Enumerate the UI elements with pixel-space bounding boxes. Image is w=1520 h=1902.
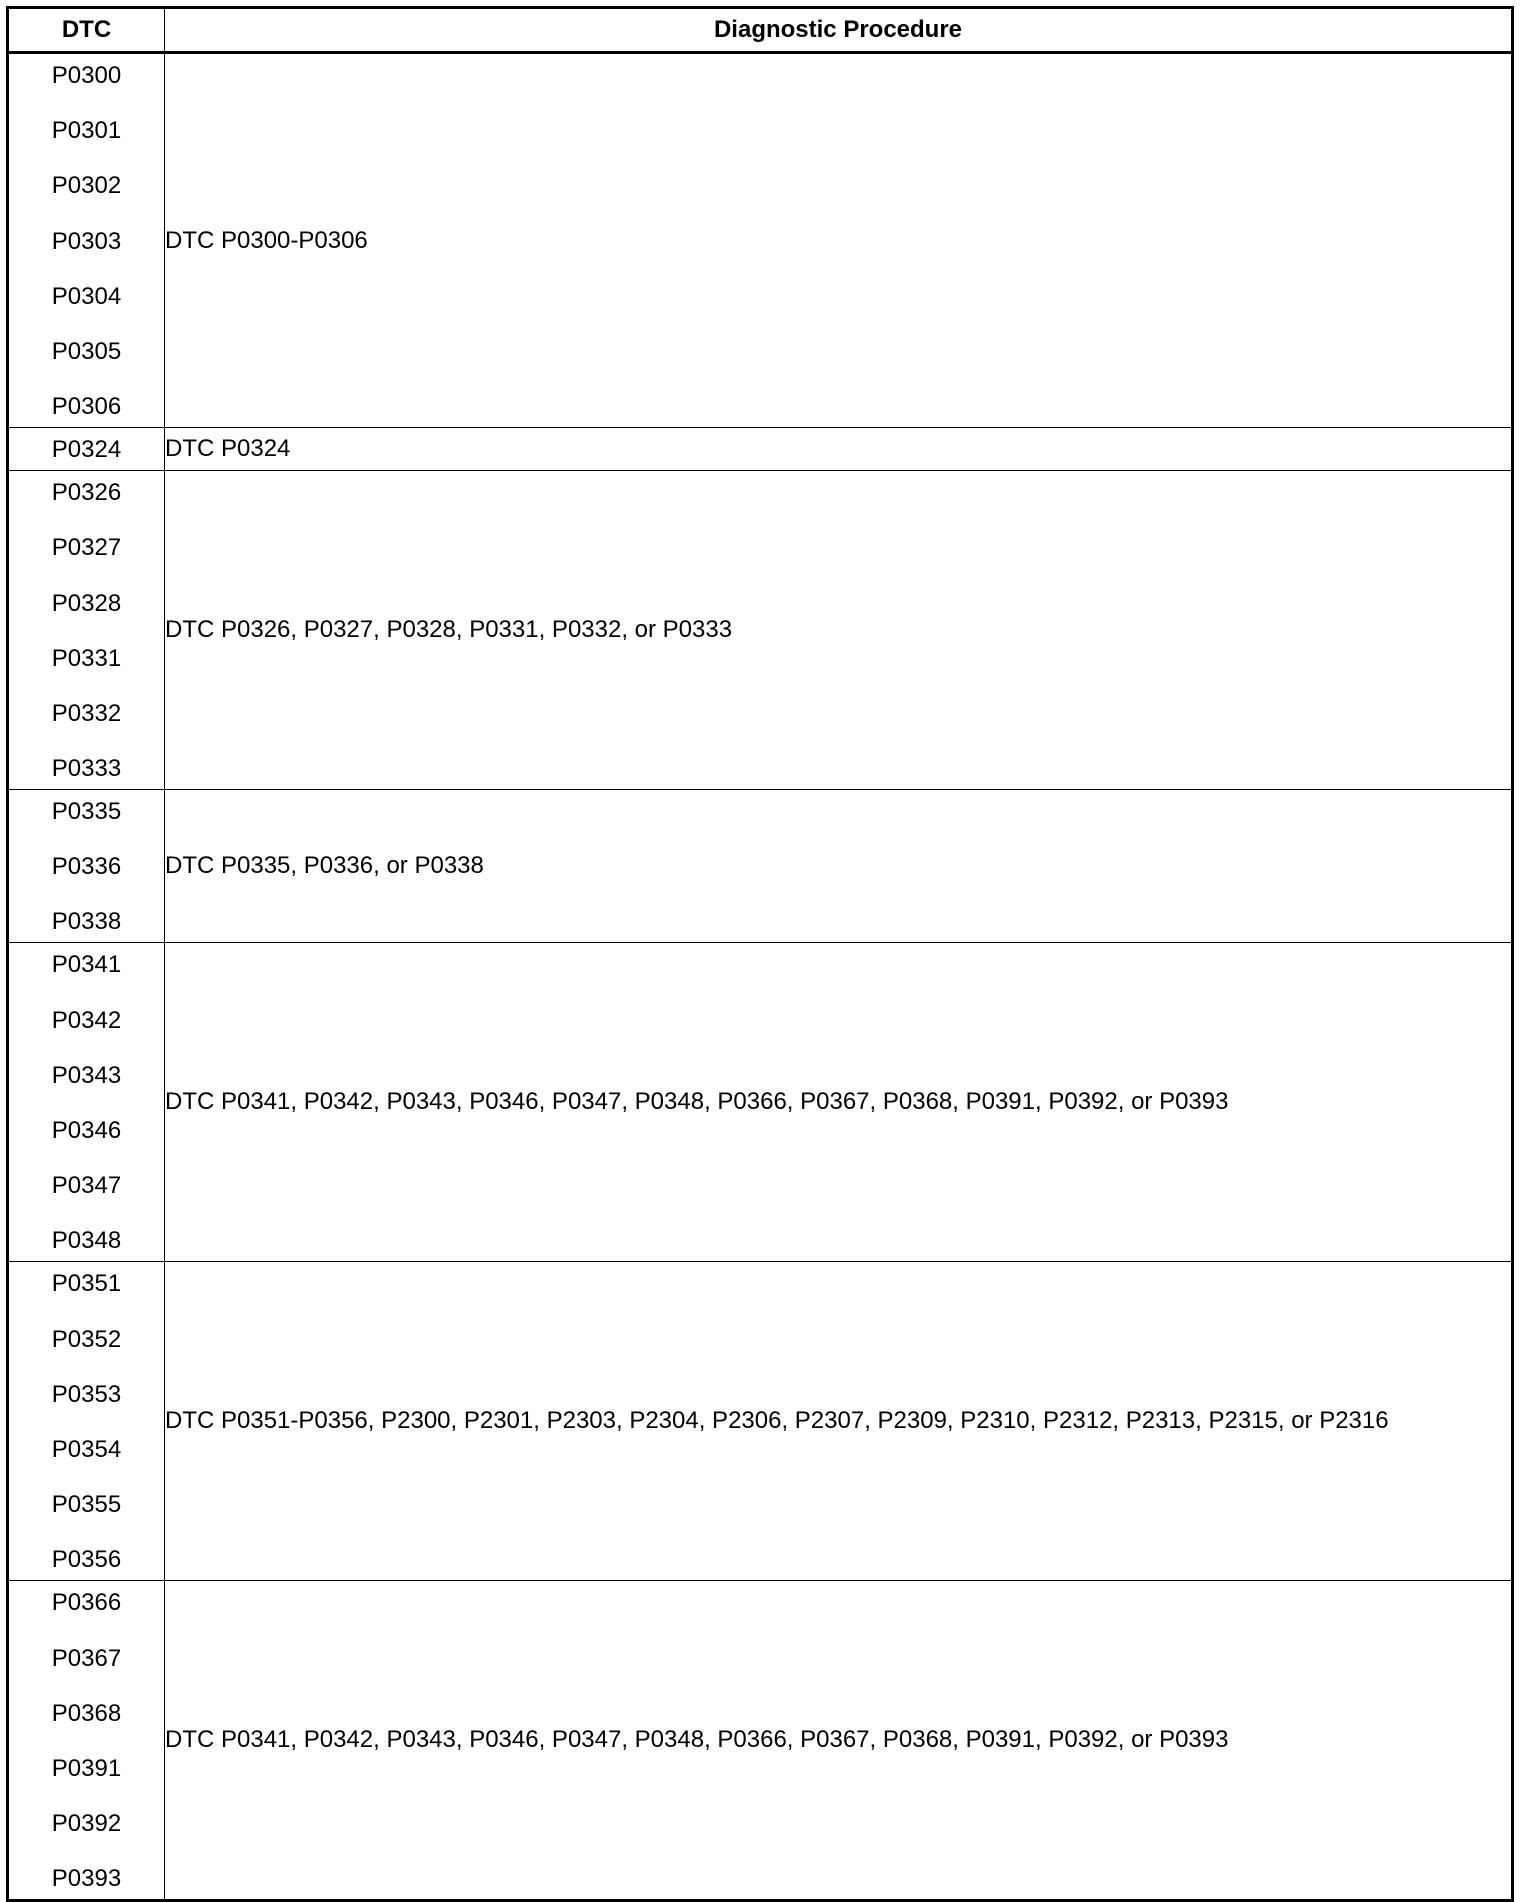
dtc-code: P0368	[51, 1699, 122, 1727]
dtc-code: P0327	[51, 534, 122, 562]
table-row	[8, 943, 1513, 1262]
dtc-code: P0326	[51, 479, 122, 507]
dtc-code: P0367	[51, 1644, 122, 1672]
dtc-table-body	[8, 53, 1513, 1901]
dtc-code: P0335	[51, 798, 122, 826]
diagnostic-procedure-cell: DTC P0351-P0356, P2300, P2301, P2303, P2304, P2306, P2307, P2309, P2310, P2312, P2313, P2315, or P2316	[165, 1262, 1513, 1581]
diagnostic-procedure-cell: DTC P0341, P0342, P0343, P0346, P0347, P0348, P0366, P0367, P0368, P0391, P0392, or P0393	[165, 1581, 1513, 1901]
dtc-code: P0324	[51, 436, 122, 464]
dtc-code: P0392	[51, 1810, 122, 1838]
table-row	[8, 790, 1513, 943]
dtc-codes-cell	[8, 1581, 165, 1901]
dtc-code: P0302	[51, 172, 122, 200]
dtc-code: P0305	[51, 337, 122, 365]
dtc-code: P0328	[51, 589, 122, 617]
dtc-code: P0348	[51, 1227, 122, 1255]
table-row	[8, 428, 1513, 471]
dtc-codes-cell	[8, 471, 165, 790]
dtc-code: P0346	[51, 1117, 122, 1144]
dtc-code: P0336	[51, 853, 122, 881]
dtc-codes-cell	[8, 790, 165, 943]
dtc-code: P0306	[51, 393, 122, 421]
dtc-code: P0343	[51, 1061, 122, 1089]
dtc-code: P0351	[51, 1270, 122, 1298]
diagnostic-procedure-cell: DTC P0300-P0306	[165, 53, 1513, 428]
diagnostic-procedure-cell: DTC P0324	[165, 428, 1513, 471]
dtc-codes-cell	[8, 428, 165, 471]
table-row	[8, 53, 1513, 428]
header-row	[8, 8, 1513, 53]
table-row	[8, 471, 1513, 790]
dtc-codes-cell	[8, 943, 165, 1262]
dtc-code: P0333	[51, 755, 122, 783]
dtc-column-header: DTC	[8, 8, 165, 53]
table-row	[8, 1262, 1513, 1581]
dtc-code: P0300	[51, 62, 122, 89]
dtc-code: P0341	[51, 951, 122, 979]
dtc-code: P0352	[51, 1325, 122, 1353]
dtc-table	[6, 6, 1514, 1902]
dtc-code: P0331	[51, 644, 122, 672]
dtc-code: P0338	[51, 908, 122, 936]
dtc-code: P0347	[51, 1172, 122, 1200]
diagnostic-procedure-cell: DTC P0335, P0336, or P0338	[165, 790, 1513, 943]
dtc-codes-cell	[8, 1262, 165, 1581]
diagnostic-procedure-cell: DTC P0341, P0342, P0343, P0346, P0347, P0348, P0366, P0367, P0368, P0391, P0392, or P0393	[165, 943, 1513, 1262]
dtc-code: P0393	[51, 1865, 122, 1893]
dtc-code: P0304	[51, 282, 122, 310]
dtc-code: P0303	[51, 227, 122, 255]
dtc-code: P0356	[51, 1546, 122, 1574]
dtc-code: P0366	[51, 1589, 122, 1617]
dtc-code: P0342	[51, 1006, 122, 1034]
dtc-code: P0332	[51, 699, 122, 727]
dtc-code: P0301	[51, 117, 122, 145]
dtc-code: P0353	[51, 1380, 122, 1408]
dtc-codes-cell	[8, 53, 165, 428]
dtc-code: P0354	[51, 1435, 122, 1463]
dtc-code: P0391	[51, 1754, 122, 1782]
table-row	[8, 1581, 1513, 1901]
diagnostic-procedure-cell: DTC P0326, P0327, P0328, P0331, P0332, or P0333	[165, 471, 1513, 790]
dtc-code: P0355	[51, 1491, 122, 1519]
procedure-column-header: Diagnostic Procedure	[165, 8, 1513, 53]
